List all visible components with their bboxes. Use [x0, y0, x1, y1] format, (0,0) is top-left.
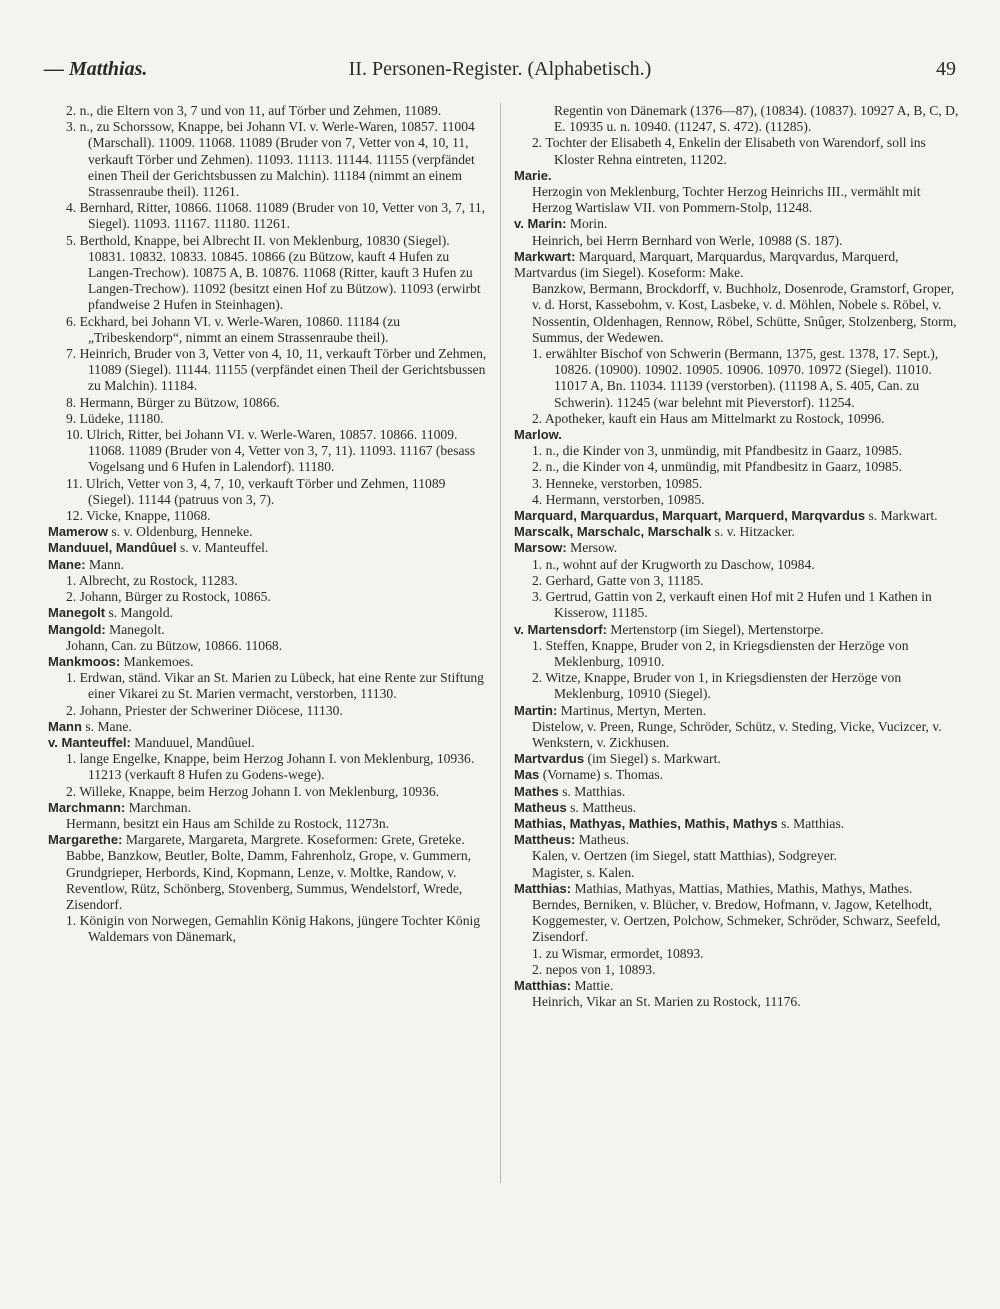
numbered-subentry: 1. Steffen, Knappe, Bruder von 2, in Kriegsdiensten der Herzöge von Meklenburg, 10910. — [532, 637, 909, 669]
entry-text: s. Mattheus. — [566, 799, 637, 815]
register-entry — [514, 751, 960, 767]
entry-heading: Mankmoos: — [48, 653, 121, 669]
register-entry — [514, 216, 960, 232]
entry-heading: Mathes — [514, 783, 559, 799]
numbered-subentry: 1. erwählter Bischof von Schwerin (Bermann, 1375, gest. 1378, 17. Sept.), 10826. (10900). 10902. 10905. 10906. 10970. 10972 (Siegel). 11010. 11017 A, Bn. 11034. 11139 (verstorben). (11198 A, S. 405, Can. zu Schwerin). 11245 (war belehnt mit Pieverstorf). 11254. — [532, 346, 939, 410]
numbered-subentry: 3. n., zu Schorssow, Knappe, bei Johann VI. v. Werle-Waren, 10857. 11004 (Marschall). 11009. 11068. 11089 (Bruder von 7, Vetter von 4, 10, 11, verkauft Törber und Zehmen). 11093. 11113. 11144. 11155 (verpfändet einen Theil der Gerichtsbussen zu Malchin). 11184 (nimmt an einem Strassenraube theil). 11261. — [66, 119, 475, 200]
register-entry — [48, 524, 488, 540]
numbered-subentry: 2. n., die Kinder von 4, unmündig, mit Pfandbesitz in Gaarz, 10985. — [532, 459, 902, 475]
numbered-subentry: 6. Eckhard, bei Johann VI. v. Werle-Waren, 10860. 11184 (zu „Tribeskendorp“, nimmt an einem Strassenraube theil). — [66, 313, 401, 345]
entry-heading: Martin: — [514, 702, 558, 718]
entry-heading: Mas — [514, 767, 540, 783]
numbered-subentry: 2. Gerhard, Gatte von 3, 11185. — [532, 572, 704, 588]
numbered-subentry: 1. Erdwan, ständ. Vikar an St. Marien zu Lübeck, hat eine Rente zur Stiftung einer Vikarei zu St. Marien vermacht, verstorben, 11130. — [66, 670, 484, 702]
entry-heading: Martvardus — [514, 751, 585, 767]
numbered-subentry: 2. Tochter der Elisabeth 4, Enkelin der Elisabeth von Warendorf, soll ins Kloster Rehna eintreten, 11202. — [532, 135, 926, 167]
entry-heading: Marlow. — [514, 427, 562, 443]
numbered-subentry: 1. lange Engelke, Knappe, beim Herzog Johann I. von Meklenburg, 10936. 11213 (verkauft 8 Hufen zu Godens-wege). — [66, 751, 475, 783]
entry-heading: Manegolt — [48, 605, 106, 621]
numbered-subentry: 4. Hermann, verstorben, 10985. — [532, 491, 705, 507]
entry-text: s. v. Hitzacker. — [711, 524, 795, 540]
register-entry — [514, 784, 960, 800]
entry-heading: Matthias: — [514, 880, 572, 896]
entry-text: Mankemoes. — [120, 653, 194, 669]
subentry-text: Kalen, v. Oertzen (im Siegel, statt Matthias), Sodgreyer. — [532, 848, 837, 864]
register-entry — [48, 557, 488, 573]
numbered-subentry: 2. nepos von 1, 10893. — [532, 961, 656, 977]
entry-text: Mersow. — [566, 540, 618, 556]
subentry-text: Herzogin von Meklenburg, Tochter Herzog Heinrichs III., vermählt mit Herzog Wartislaw VII. von Pommern-Stolp, 11248. — [532, 184, 921, 216]
register-entry — [514, 832, 960, 848]
numbered-subentry: 3. Gertrud, Gattin von 2, verkauft einen Hof mit 2 Hufen und 1 Kathen in Kisserow, 11185. — [532, 589, 932, 621]
entry-heading: Marquard, Marquardus, Marquart, Marquerd, Marqvardus — [514, 508, 866, 524]
entry-heading: Marsow: — [514, 540, 567, 556]
entry-text: Manegolt. — [105, 621, 165, 637]
numbered-subentry: 1. zu Wismar, ermordet, 10893. — [532, 945, 704, 961]
entry-text: Matheus. — [575, 832, 630, 848]
entry-heading: Mattheus: — [514, 832, 576, 848]
entry-text: (Vorname) s. Thomas. — [539, 767, 664, 783]
entry-heading: Mamerow — [48, 524, 108, 540]
register-entry — [48, 654, 488, 670]
entry-text: Mertenstorp (im Siegel), Mertenstorpe. — [606, 621, 824, 637]
numbered-subentry: 7. Heinrich, Bruder von 3, Vetter von 4, 10, 11, verkauft Törber und Zehmen, 11089 (Siegel). 11144. 11155 (verpfändet einen Theil der Gerichtsbussen zu Malchin). 11184. — [66, 346, 487, 394]
entry-heading: Marchmann: — [48, 799, 126, 815]
column-divider — [500, 103, 501, 1183]
entry-heading: Margarethe: — [48, 832, 123, 848]
register-entry — [48, 800, 488, 816]
entry-text: Manduuel, Mandûuel. — [130, 734, 255, 750]
entry-text: s. Markwart. — [865, 508, 938, 524]
numbered-subentry: 2. Apotheker, kauft ein Haus am Mittelmarkt zu Rostock, 10996. — [532, 410, 885, 426]
subentry-text: Johann, Can. zu Bützow, 10866. 11068. — [66, 637, 283, 653]
numbered-subentry: 11. Ulrich, Vetter von 3, 4, 7, 10, verkauft Törber und Zehmen, 11089 (Siegel). 11144 (patruus von 3, 7). — [66, 475, 446, 507]
register-entry — [514, 168, 960, 184]
numbered-subentry: 2. Johann, Bürger zu Rostock, 10865. — [66, 589, 271, 605]
entry-text: Margarete, Margareta, Margrete. Koseformen: Grete, Greteke. — [122, 832, 465, 848]
register-entry — [514, 800, 960, 816]
subentry-text: Berndes, Berniken, v. Blücher, v. Bredow, Hofmann, v. Jagow, Ketelhodt, Koggemester, v. Oertzen, Polchow, Schmeker, Schröder, Schwarz, Seefeld, Zisendorf. — [532, 896, 941, 945]
numbered-subentry: 4. Bernhard, Ritter, 10866. 11068. 11089 (Bruder von 10, Vetter von 3, 7, 11, Siegel). 11093. 11167. 11180. 11261. — [66, 200, 486, 232]
page-header — [44, 58, 956, 86]
numbered-subentry: 1. Albrecht, zu Rostock, 11283. — [66, 572, 238, 588]
numbered-subentry: 2. n., die Eltern von 3, 7 und von 11, auf Törber und Zehmen, 11089. — [66, 103, 442, 118]
entry-text: Morin. — [566, 216, 608, 232]
register-entry — [514, 816, 960, 832]
register-entry — [514, 881, 960, 897]
entry-heading: Markwart: — [514, 248, 576, 264]
entry-heading: Manduuel, Mandûuel — [48, 540, 177, 556]
entry-heading: v. Manteuffel: — [48, 734, 131, 750]
register-entry — [514, 703, 960, 719]
entry-text: Marchman. — [125, 799, 191, 815]
entry-text: Mathias, Mathyas, Mattias, Mathies, Mathis, Mathys, Mathes. — [571, 880, 913, 896]
running-head-title: II. Personen-Register. (Alphabetisch.) — [348, 58, 652, 80]
subentry-text: Magister, s. Kalen. — [532, 864, 635, 880]
subentry-text: Heinrich, bei Herrn Bernhard von Werle, 10988 (S. 187). — [532, 232, 843, 248]
subentry-text: Babbe, Banzkow, Beutler, Bolte, Damm, Fahrenholz, Grope, v. Gummern, Grundgrieper, Herbords, Kind, Kopmann, Lenze, v. Moltke, Randow, v. Reventlow, Rütz, Schönberg, Stovenberg, Summus, Wendelstorf, Wrede, Zisendorf. — [66, 848, 472, 912]
register-entry — [514, 249, 960, 281]
entry-heading: Matheus — [514, 799, 567, 815]
entry-heading: Mangold: — [48, 621, 106, 637]
numbered-subentry: 5. Berthold, Knappe, bei Albrecht II. von Meklenburg, 10830 (Siegel). 10831. 10832. 10833. 10845. 10866 (zu Bützow, kauft 4 Hufen zu Langen-Trechow). 10875 A, B. 10876. 11068 (Ritter, kauft 3 Hufen zu Langen-Trechow). 11092 (besitzt einen Hof zu Bützow). 11093 (erwirbt pfandweise 2 Hufen in Steinhagen). — [66, 232, 481, 313]
register-entry — [514, 767, 960, 783]
entry-text: Marquard, Marquart, Marquardus, Marqvardus, Marquerd, Martvardus (im Siegel). Koseform: Make. — [514, 248, 899, 281]
register-entry — [514, 540, 960, 556]
register-entry — [514, 978, 960, 994]
register-entry — [48, 719, 488, 735]
numbered-subentry: 1. n., wohnt auf der Krugworth zu Daschow, 10984. — [532, 556, 815, 572]
entry-heading: Matthias: — [514, 977, 572, 993]
register-entry — [514, 524, 960, 540]
numbered-subentry: 1. n., die Kinder von 3, unmündig, mit Pfandbesitz in Gaarz, 10985. — [532, 443, 902, 459]
register-entry — [514, 622, 960, 638]
entry-heading: Mathias, Mathyas, Mathies, Mathis, Mathys — [514, 815, 778, 831]
subentry-text: Heinrich, Vikar an St. Marien zu Rostock, 11176. — [532, 994, 801, 1010]
entry-text: Martinus, Mertyn, Merten. — [557, 702, 707, 718]
register-entry — [48, 735, 488, 751]
entry-text: Mann. — [85, 556, 125, 572]
register-entry — [48, 622, 488, 638]
register-entry — [514, 508, 960, 524]
entry-text: s. Matthias. — [558, 783, 626, 799]
numbered-subentry: 1. Königin von Norwegen, Gemahlin König Hakons, jüngere Tochter König Waldemars von Dänemark, — [66, 913, 481, 945]
entry-heading: v. Marin: — [514, 216, 567, 232]
left-column — [48, 103, 488, 946]
register-entry — [48, 540, 488, 556]
entry-text: s. Mane. — [81, 718, 132, 734]
entry-heading: Marscalk, Marschalc, Marschalk — [514, 524, 712, 540]
subentry-text: Regentin von Dänemark (1376—87), (10834). (10837). 10927 A, B, C, D, E. 10935 u. n. 10940. (11247, S. 472). (11285). — [554, 103, 959, 135]
register-entry — [514, 427, 960, 443]
numbered-subentry: 2. Johann, Priester der Schweriner Diöcese, 11130. — [66, 702, 343, 718]
numbered-subentry: 9. Lüdeke, 11180. — [66, 410, 164, 426]
entry-text: Mattie. — [571, 977, 614, 993]
register-entry — [48, 605, 488, 621]
subentry-text: Distelow, v. Preen, Runge, Schröder, Schütz, v. Steding, Vicke, Vucizcer, v. Wenkstern, v. Zickhusen. — [532, 718, 942, 750]
entry-text: s. v. Manteuffel. — [176, 540, 269, 556]
numbered-subentry: 10. Ulrich, Ritter, bei Johann VI. v. Werle-Waren, 10857. 10866. 11009. 11068. 11089 (Bruder von 4, Vetter von 3, 7, 11). 11093. 11167 (besass Vogelsang und 6 Hufen in Lalendorf). 11180. — [66, 427, 476, 475]
entry-heading: v. Martensdorf: — [514, 621, 607, 637]
entry-text: s. Mangold. — [105, 605, 174, 621]
entry-heading: Mann — [48, 718, 82, 734]
numbered-subentry: 3. Henneke, verstorben, 10985. — [532, 475, 703, 491]
register-entry — [48, 832, 488, 848]
entry-heading: Marie. — [514, 167, 552, 183]
entry-text: (im Siegel) s. Markwart. — [584, 751, 721, 767]
subentry-text: Hermann, besitzt ein Haus am Schilde zu Rostock, 11273n. — [66, 815, 390, 831]
numbered-subentry: 8. Hermann, Bürger zu Bützow, 10866. — [66, 394, 280, 410]
page-number: 49 — [936, 58, 956, 80]
entry-heading: Mane: — [48, 556, 86, 572]
running-head-left: — Matthias. — [44, 58, 148, 80]
numbered-subentry: 2. Willeke, Knappe, beim Herzog Johann I. von Meklenburg, 10936. — [66, 783, 440, 799]
subentry-text: Banzkow, Bermann, Brockdorff, v. Buchholz, Dosenrode, Gramstorf, Groper, v. d. Horst, Kassebohm, v. Kost, Lasbeke, v. d. Möhlen, Nobele s. Röbel, v. Nossentin, Oldenhagen, Rennow, Röbel, Schütte, Snûger, Stolzenberg, Storm, Summus, der Wedewen. — [532, 281, 957, 345]
numbered-subentry: 2. Witze, Knappe, Bruder von 1, in Kriegsdiensten der Herzöge von Meklenburg, 10910 (Siegel). — [532, 670, 902, 702]
entry-text: s. Matthias. — [777, 815, 845, 831]
right-column — [514, 103, 960, 1010]
entry-text: s. v. Oldenburg, Henneke. — [107, 524, 253, 540]
numbered-subentry: 12. Vicke, Knappe, 11068. — [66, 508, 211, 524]
